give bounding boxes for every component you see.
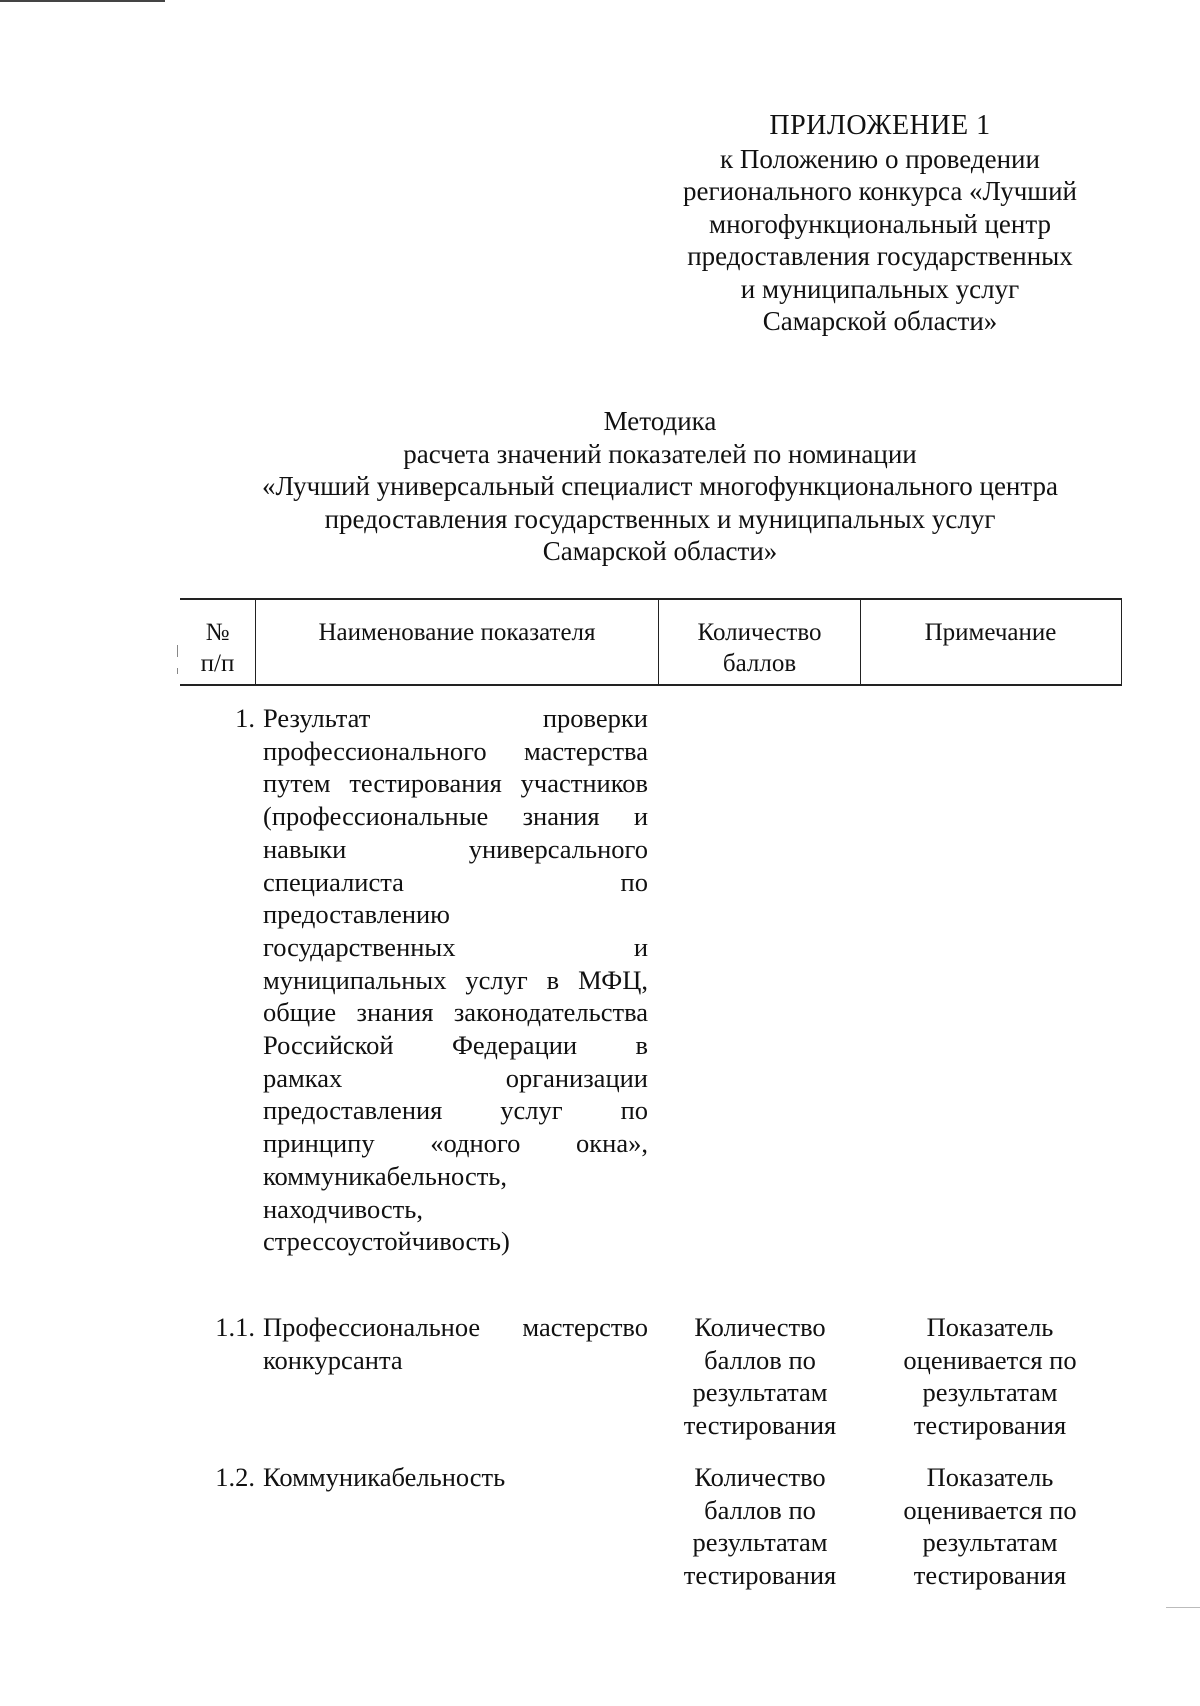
row-name-line: предоставления услуг по bbox=[263, 1095, 648, 1126]
row-name-line: рамках организации bbox=[263, 1062, 648, 1093]
header-note bbox=[860, 600, 1120, 686]
method-title bbox=[180, 405, 1140, 568]
row-name-line: муниципальных услуг в МФЦ, bbox=[263, 964, 648, 995]
row-note-line: тестирования bbox=[913, 1560, 1067, 1591]
row-score-line: баллов по bbox=[704, 1494, 816, 1525]
scan-edge-mark bbox=[0, 0, 165, 2]
row-score-line: Количество bbox=[694, 1462, 826, 1492]
row-note bbox=[860, 1311, 1120, 1442]
appendix-block bbox=[660, 110, 1100, 338]
method-title-line: предоставления государственных и муниципальных услуг bbox=[324, 503, 996, 534]
header-number-line: № bbox=[205, 619, 230, 646]
header-note-text: Примечание bbox=[924, 619, 1057, 646]
appendix-line: к Положению о проведении bbox=[720, 143, 1040, 174]
row-name-line: (профессиональные знания и bbox=[263, 801, 648, 832]
scan-edge-mark bbox=[1166, 1607, 1200, 1608]
appendix-line: регионального конкурса «Лучший bbox=[683, 176, 1077, 206]
row-note-line: оценивается по bbox=[903, 1494, 1077, 1525]
header-indicator-name bbox=[255, 600, 658, 686]
appendix-line: Самарской области» bbox=[762, 306, 998, 336]
row-indicator-name bbox=[263, 1461, 648, 1494]
row-number: 1. bbox=[235, 703, 255, 733]
row-note-line: Показатель bbox=[926, 1462, 1054, 1492]
row-score bbox=[660, 1311, 860, 1442]
row-name-line: Российской Федерации в bbox=[263, 1030, 648, 1061]
row-name-line: Профессиональное мастерство bbox=[263, 1312, 648, 1342]
row-score-line: тестирования bbox=[683, 1410, 837, 1441]
row-score bbox=[660, 1461, 860, 1592]
method-title-line: расчета значений показателей по номинации bbox=[403, 438, 917, 469]
table-header bbox=[180, 598, 1122, 686]
row-name-line: находчивость, bbox=[263, 1193, 423, 1224]
header-number bbox=[180, 600, 255, 686]
row-score-line: тестирования bbox=[683, 1560, 837, 1591]
row-name-line: навыки универсального bbox=[263, 833, 648, 864]
appendix-heading: ПРИЛОЖЕНИЕ 1 bbox=[769, 110, 991, 141]
method-title-line: Методика bbox=[603, 406, 717, 436]
appendix-line: многофункциональный центр bbox=[709, 208, 1051, 239]
header-score bbox=[658, 600, 860, 686]
row-note bbox=[860, 1461, 1120, 1592]
header-score-line: баллов bbox=[722, 650, 797, 677]
row-note-line: Показатель bbox=[926, 1312, 1054, 1342]
header-number-line: п/п bbox=[200, 650, 235, 677]
row-name-line: стрессоустойчивость) bbox=[263, 1226, 510, 1257]
row-score-line: Количество bbox=[694, 1312, 826, 1342]
method-title-line: «Лучший универсальный специалист многофункционального центра bbox=[261, 471, 1058, 501]
row-number: 1.2. bbox=[215, 1462, 255, 1492]
row-name-line: общие знания законодательства bbox=[263, 997, 648, 1028]
row-name-line: конкурсанта bbox=[263, 1344, 403, 1375]
row-name-line: принципу «одного окна», bbox=[263, 1128, 648, 1159]
header-score-line: Количество bbox=[697, 619, 822, 646]
row-name-line: профессионального мастерства bbox=[263, 735, 648, 766]
row-note-line: результатам bbox=[922, 1377, 1058, 1408]
row-name-line: коммуникабельность, bbox=[263, 1160, 508, 1191]
row-name-line: предоставлению bbox=[263, 899, 450, 930]
header-indicator-name-text: Наименование показателя bbox=[318, 619, 596, 646]
scan-tick-mark bbox=[177, 668, 178, 674]
row-note-line: результатам bbox=[922, 1527, 1058, 1558]
appendix-line: и муниципальных услуг bbox=[740, 273, 1020, 304]
row-indicator-name bbox=[263, 702, 648, 1258]
scan-tick-mark bbox=[177, 645, 178, 657]
row-score-line: результатам bbox=[692, 1527, 828, 1558]
method-title-line: Самарской области» bbox=[542, 536, 778, 566]
row-name-line: специалиста по bbox=[263, 866, 648, 897]
row-name-line: Результат проверки bbox=[263, 703, 648, 733]
row-name-line: Коммуникабельность bbox=[263, 1462, 506, 1492]
row-name-line: государственных и bbox=[263, 931, 648, 962]
appendix-line: предоставления государственных bbox=[687, 241, 1073, 271]
row-note-line: оценивается по bbox=[903, 1344, 1077, 1375]
row-name-line: путем тестирования участников bbox=[263, 768, 648, 799]
row-number: 1.1. bbox=[215, 1312, 255, 1342]
row-score-line: баллов по bbox=[704, 1344, 816, 1375]
row-score-line: результатам bbox=[692, 1377, 828, 1408]
row-note-line: тестирования bbox=[913, 1410, 1067, 1441]
row-indicator-name bbox=[263, 1311, 648, 1376]
